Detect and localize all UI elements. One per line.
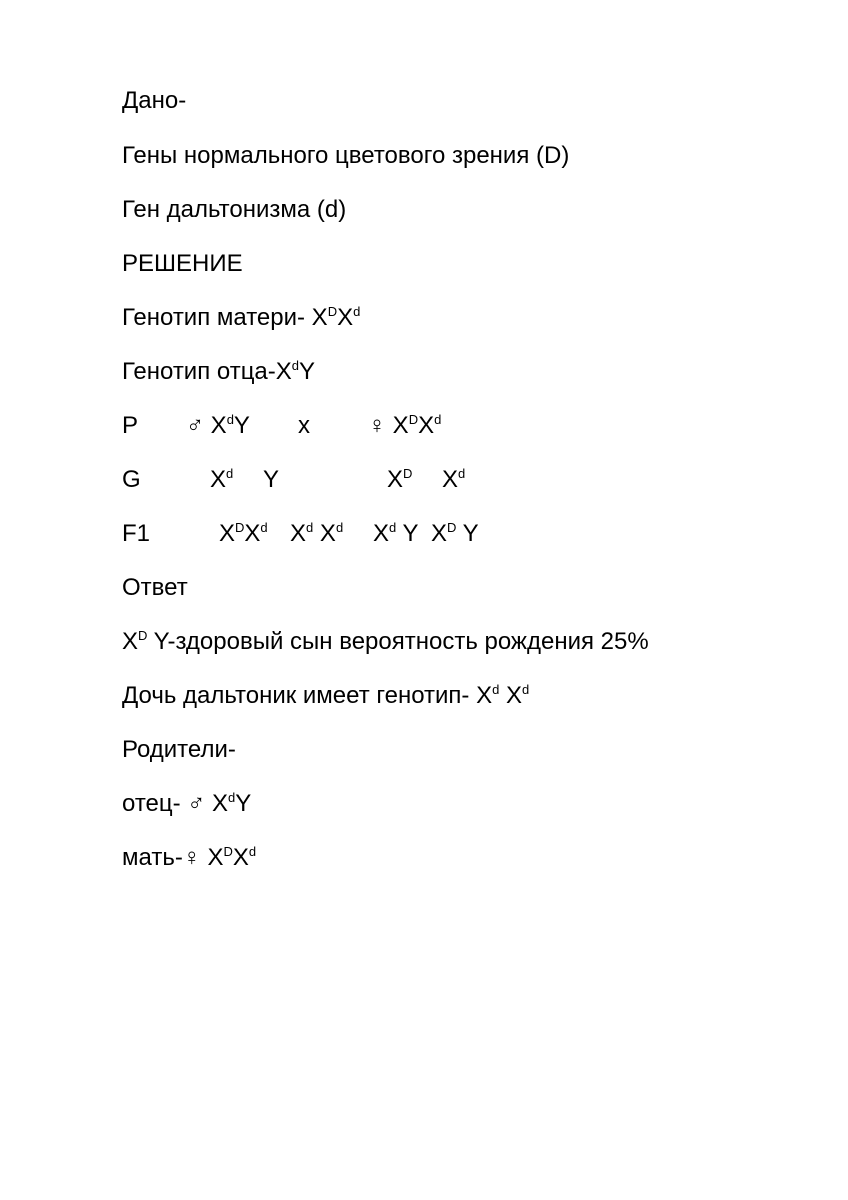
female-symbol: ♀ X [368, 412, 409, 439]
gametes-row-label: G [122, 466, 141, 493]
father-genotype-line [122, 357, 315, 387]
f1-child-3: $X^d$ Y [373, 520, 419, 547]
male-parent-genotype: ♂ $X^dY$ [186, 412, 250, 439]
mother-allele-1: D [327, 304, 338, 319]
gamete-female-x1: $X^D$ [387, 466, 413, 493]
f1-child-1: $X^DX^d$ [219, 520, 268, 547]
gametes-row [122, 465, 722, 495]
given-heading: Дано- [122, 87, 187, 114]
mother-genotype-x: X [337, 304, 354, 331]
mother-genotype-line [122, 303, 360, 333]
gene-daltonism-line: Ген дальтонизма (d) [122, 196, 347, 223]
answer-son-line: $X^D$ Y-здоровый сын вероятность рождения 25% [122, 628, 649, 655]
male-symbol: ♂ X [186, 412, 227, 439]
father-answer-line: отец- ♂ $X^dY$ [122, 790, 252, 817]
f1-child-2: $X^d$ $X^d$ [290, 520, 344, 547]
mother-answer-line: мать-♀ $X^DX^d$ [122, 844, 257, 871]
parents-row [122, 411, 722, 441]
cross-symbol: x [298, 412, 310, 439]
answer-heading: Ответ [122, 574, 188, 601]
parents-row-label: P [122, 412, 139, 439]
gamete-male-x: $X^d$ [210, 466, 234, 493]
parents-heading: Родители- [122, 736, 236, 763]
gamete-male-y: Y [263, 466, 280, 493]
father-allele: d [291, 358, 300, 373]
f1-child-4: $X^D$ Y [431, 520, 479, 547]
mother-genotype-prefix: Генотип матери- X [122, 304, 328, 331]
female-parent-genotype: ♀ $X^DX^d$ [368, 412, 442, 439]
solution-heading: РЕШЕНИЕ [122, 250, 243, 277]
answer-daughter-line: Дочь дальтоник имеет генотип- $X^d$ $X^d$ [122, 682, 530, 709]
answer-son-text: Y-здоровый сын вероятность рождения 25% [147, 628, 649, 655]
father-genotype-y: Y [299, 358, 316, 385]
gene-normal-line: Гены нормального цветового зрения (D) [122, 142, 570, 169]
f1-row-label: F1 [122, 520, 151, 547]
gamete-female-x2: $X^d$ [442, 466, 466, 493]
f1-row [122, 519, 722, 549]
father-genotype-prefix: Генотип отца-X [122, 358, 292, 385]
mother-allele-2: d [353, 304, 361, 319]
